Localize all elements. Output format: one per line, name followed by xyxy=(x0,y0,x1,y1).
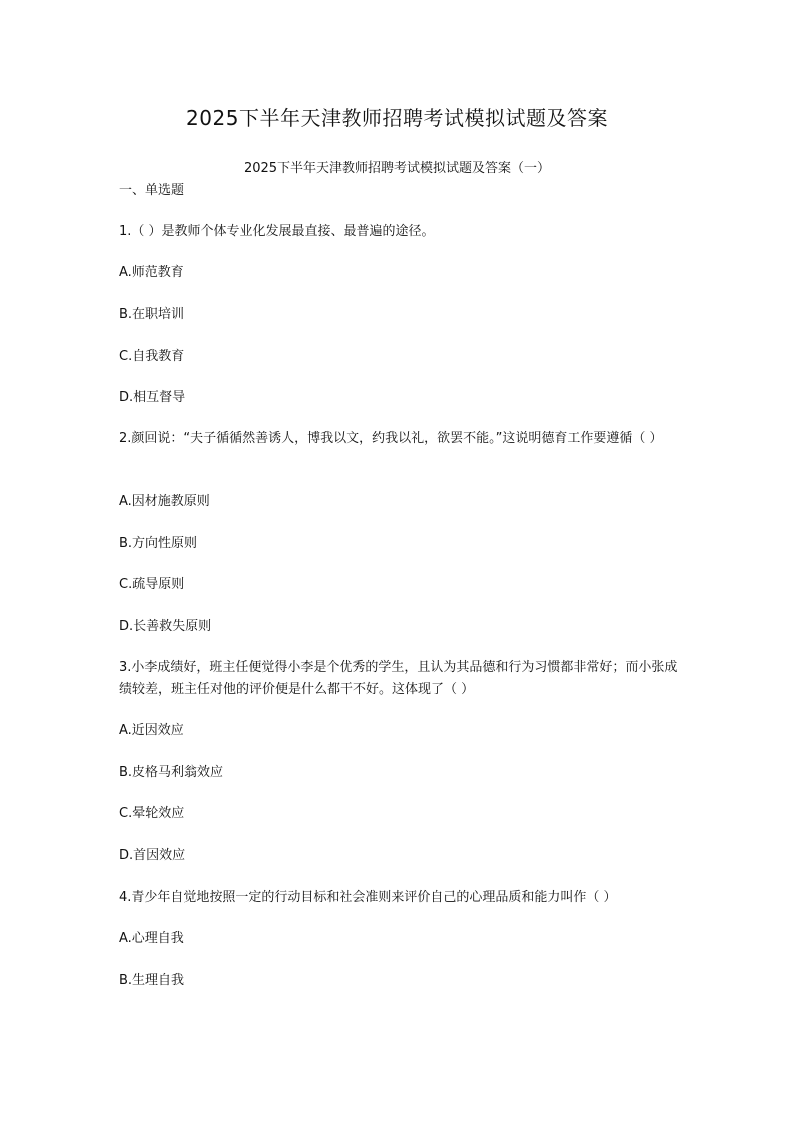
question-2-stem: 2.颜回说：“夫子循循然善诱人，博我以文，约我以礼，欲罢不能。”这说明德育工作要遵循（ ） xyxy=(119,431,663,446)
document-title: 2025下半年天津教师招聘考试模拟试题及答案 xyxy=(186,106,608,130)
question-4-stem: 4.青少年自觉地按照一定的行动目标和社会准则来评价自己的心理品质和能力叫作（ ） xyxy=(119,890,617,905)
question-1-stem: 1.（ ）是教师个体专业化发展最直接、最普遍的途径。 xyxy=(119,224,435,239)
question-1-option-a: A.师范教育 xyxy=(119,265,184,280)
question-2-option-a: A.因材施教原则 xyxy=(119,494,210,509)
question-1-option-d: D.相互督导 xyxy=(119,390,186,405)
question-4-option-a: A.心理自我 xyxy=(119,931,184,946)
question-3-option-b: B.皮格马利翁效应 xyxy=(119,765,224,780)
question-3-stem: 3.小李成绩好，班主任便觉得小李是个优秀的学生，且认为其品德和行为习惯都非常好；而小张成绩较差，班主任对他的评价便是什么都干不好。这体现了（ ） xyxy=(119,660,678,697)
question-3-option-d: D.首因效应 xyxy=(119,848,186,863)
question-1-option-b: B.在职培训 xyxy=(119,307,185,322)
question-1-option-c: C.自我教育 xyxy=(119,349,185,364)
question-3-option-c: C.晕轮效应 xyxy=(119,806,185,821)
question-2-option-b: B.方向性原则 xyxy=(119,536,198,551)
question-3-option-a: A.近因效应 xyxy=(119,723,184,738)
question-2-option-d: D.长善救失原则 xyxy=(119,619,212,634)
question-2-option-c: C.疏导原则 xyxy=(119,577,185,592)
question-4-option-b: B.生理自我 xyxy=(119,973,185,988)
section-heading: 一、单选题 xyxy=(119,183,185,198)
document-subtitle: 2025下半年天津教师招聘考试模拟试题及答案（一） xyxy=(243,161,551,176)
